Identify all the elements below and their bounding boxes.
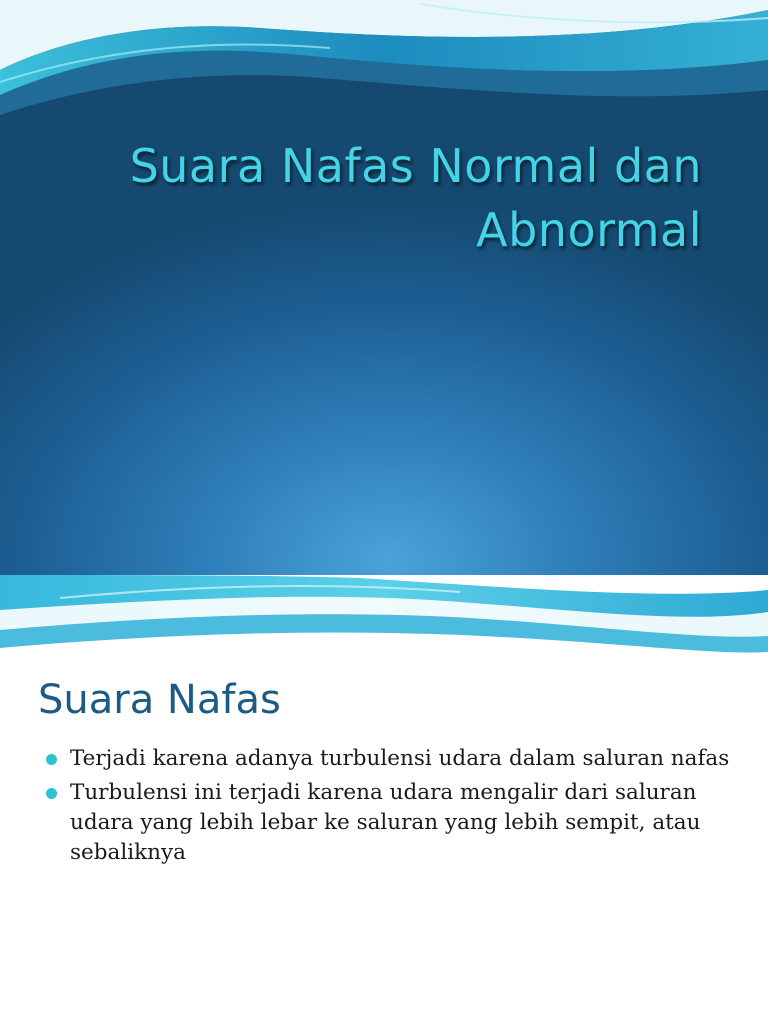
title-line-1: Suara Nafas Normal dan	[129, 139, 702, 193]
bullet-item	[44, 744, 734, 774]
bullet-text: Turbulensi ini terjadi karena udara mengalir dari saluran udara yang lebih lebar ke saluran yang lebih sempit, atau sebaliknya	[70, 780, 701, 865]
bullet-dot-icon	[46, 788, 57, 799]
bullet-dot-icon	[46, 754, 57, 765]
slide-heading: Suara Nafas	[38, 677, 281, 723]
slide-title	[62, 134, 702, 262]
bullet-text: Terjadi karena adanya turbulensi udara dalam saluran nafas	[70, 746, 730, 771]
title-line-2: Abnormal	[476, 203, 702, 257]
bullet-item	[44, 778, 734, 868]
bullet-list	[44, 744, 734, 872]
content-slide	[0, 662, 768, 1024]
